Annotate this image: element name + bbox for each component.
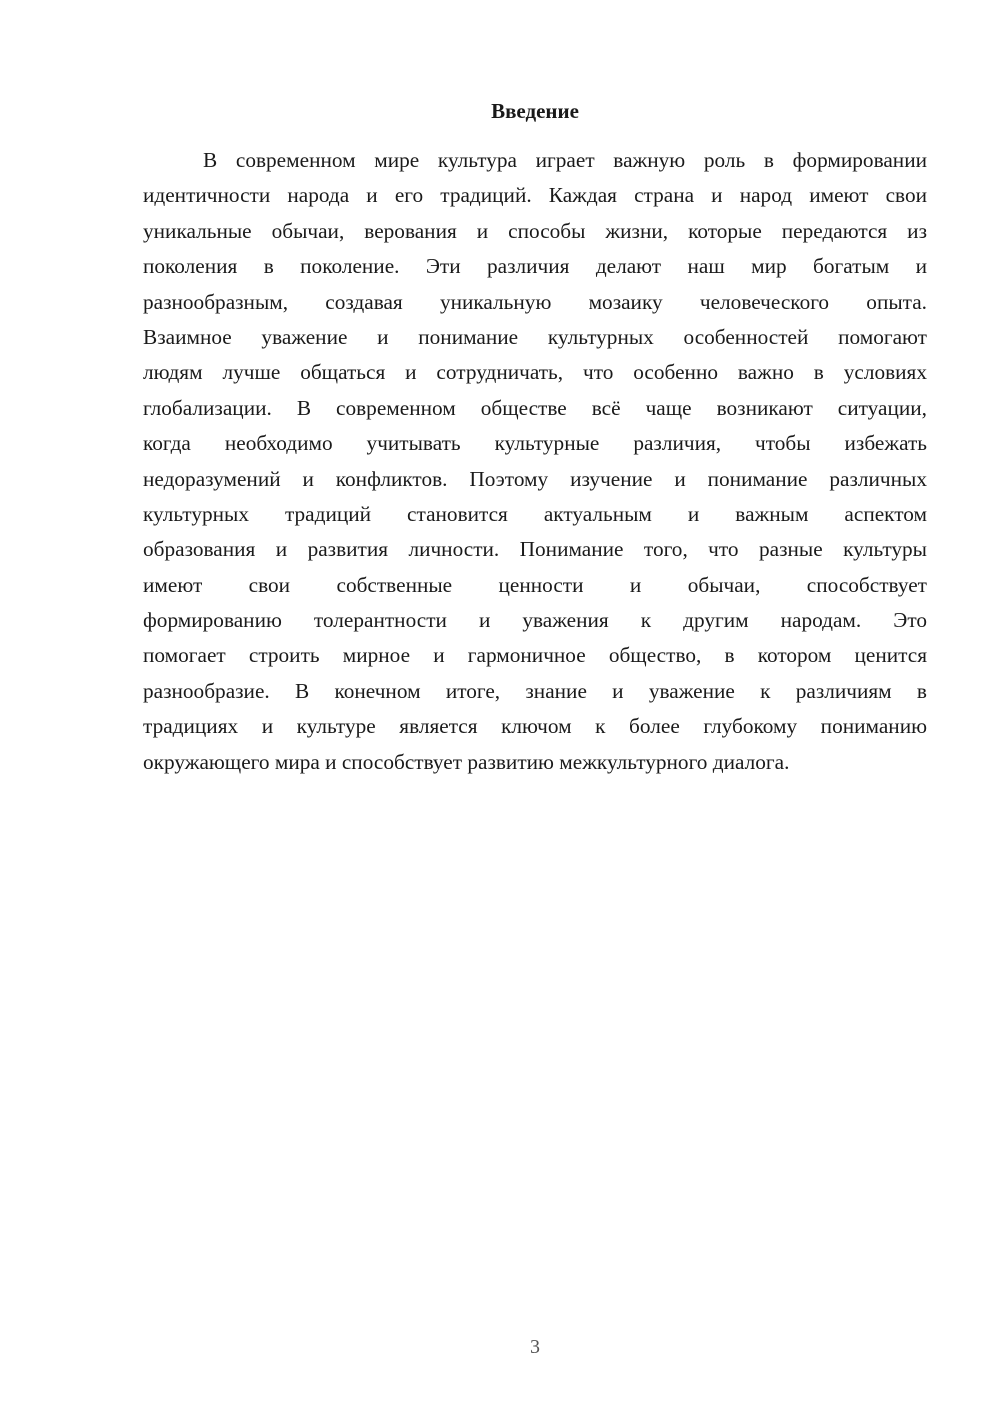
- section-heading: Введение: [491, 99, 579, 123]
- paragraph-line: помогает строить мирное и гармоничное общество, в котором ценится: [143, 643, 927, 668]
- paragraph-line: поколения в поколение. Эти различия делают наш мир богатым и: [143, 254, 927, 279]
- paragraph-line: имеют свои собственные ценности и обычаи, способствует: [143, 572, 927, 597]
- paragraph-line: культурных традиций становится актуальным и важным аспектом: [143, 501, 927, 526]
- paragraph-line: когда необходимо учитывать культурные различия, чтобы избежать: [143, 431, 927, 456]
- paragraph-line: формированию толерантности и уважения к другим народам. Это: [143, 608, 927, 633]
- paragraph-line: недоразумений и конфликтов. Поэтому изучение и понимание различных: [143, 466, 927, 491]
- paragraph-line: Взаимное уважение и понимание культурных особенностей помогают: [143, 324, 927, 349]
- paragraph-line: окружающего мира и способствует развитию межкультурного диалога.: [143, 749, 790, 774]
- body-paragraph: [143, 143, 927, 780]
- paragraph-line: уникальные обычаи, верования и способы жизни, которые передаются из: [143, 218, 927, 243]
- paragraph-line: людям лучше общаться и сотрудничать, что особенно важно в условиях: [143, 360, 927, 385]
- paragraph-line: идентичности народа и его традиций. Каждая страна и народ имеют свои: [143, 183, 927, 208]
- paragraph-line: традициях и культуре является ключом к более глубокому пониманию: [143, 714, 927, 739]
- paragraph-line: глобализации. В современном обществе всё чаще возникают ситуации,: [143, 395, 927, 420]
- page-number: 3: [530, 1336, 540, 1358]
- paragraph-line: разнообразие. В конечном итоге, знание и уважение к различиям в: [143, 678, 927, 703]
- paragraph-line: образования и развития личности. Понимание того, что разные культуры: [143, 537, 927, 562]
- paragraph-line: В современном мире культура играет важную роль в формировании: [203, 148, 927, 172]
- paragraph-line: разнообразным, создавая уникальную мозаику человеческого опыта.: [143, 289, 927, 314]
